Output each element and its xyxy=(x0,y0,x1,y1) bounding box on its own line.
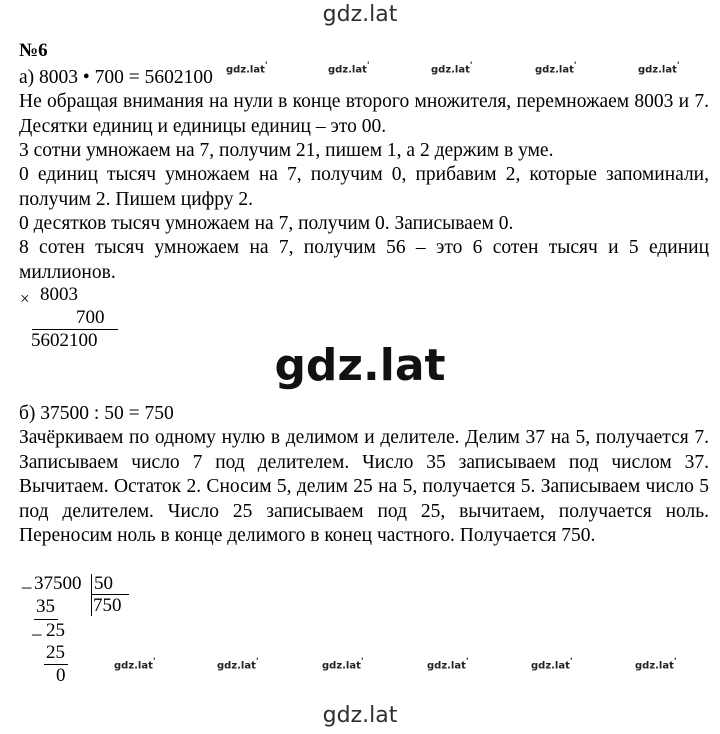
part-a-equation: а) 8003 • 700 = 5602100 xyxy=(19,67,213,88)
multiply-sign: × xyxy=(20,289,30,308)
task-number: №6 xyxy=(19,40,48,61)
division-bar xyxy=(91,574,92,616)
divisor: 50 xyxy=(94,573,113,594)
watermark-small: gdz.lat ' xyxy=(226,61,268,75)
part-b-equation: б) 37500 : 50 = 750 xyxy=(19,403,174,424)
watermark-small: gdz.lat ' xyxy=(635,657,677,671)
part-a-paragraph: 8 сотен тысяч умножаем на 7, получим 56 – это 6 сотен тысяч и 5 единиц миллионов. xyxy=(19,237,709,283)
product: 5602100 xyxy=(31,330,98,351)
part-a-paragraph: 3 сотни умножаем на 7, получим 21, пишем 1, а 2 держим в уме. xyxy=(19,140,554,161)
watermark-small: gdz.lat ' xyxy=(322,657,364,671)
division-minus: _ xyxy=(32,617,42,638)
division-step: 25 xyxy=(46,620,65,641)
part-a-paragraph: Не обращая внимания на нули в конце второго множителя, перемножаем 8003 и 7. Десятки единиц и единицы единиц – это 00. xyxy=(19,91,709,137)
watermark-small: gdz.lat ' xyxy=(638,61,680,75)
watermark-center: gdz.lat xyxy=(274,340,446,391)
quotient: 750 xyxy=(93,595,122,616)
part-a-paragraph: 0 единиц тысяч умножаем на 7, получим 0, прибавим 2, которые запоминали, получим 2. Пишем цифру 2. xyxy=(19,164,709,210)
division-remainder: 0 xyxy=(56,665,66,686)
watermark-small: gdz.lat ' xyxy=(427,657,469,671)
dividend: 37500 xyxy=(34,573,82,594)
multiplicand: 8003 xyxy=(40,284,78,305)
watermark-small: gdz.lat ' xyxy=(328,61,370,75)
part-b-paragraph: Зачёркиваем по одному нулю в делимом и делителе. Делим 37 на 5, получается 7. Записываем число 7 под делителем. Число 35 записываем под числом 37. Вычитаем. Остаток 2. Сносим 5, делим 25 на 5, получается 5. Записываем число 5 под делителем. Число 25 записываем под 25, вычитаем, получается ноль. Переносим ноль в конце делимого в конец частного. Получается 750. xyxy=(19,427,709,546)
watermark-small: gdz.lat ' xyxy=(431,61,473,75)
watermark-bottom: gdz.lat xyxy=(322,703,398,728)
watermark-small: gdz.lat ' xyxy=(114,657,156,671)
multiplier: 700 xyxy=(76,307,105,328)
watermark-small: gdz.lat ' xyxy=(531,657,573,671)
division-minus: _ xyxy=(22,570,32,591)
watermark-top: gdz.lat xyxy=(322,2,398,27)
division-step: 25 xyxy=(46,642,65,663)
watermark-small: gdz.lat ' xyxy=(535,61,577,75)
part-a-paragraph: 0 десятков тысяч умножаем на 7, получим 0. Записываем 0. xyxy=(19,213,514,234)
division-step: 35 xyxy=(36,596,55,617)
watermark-small: gdz.lat ' xyxy=(217,657,259,671)
